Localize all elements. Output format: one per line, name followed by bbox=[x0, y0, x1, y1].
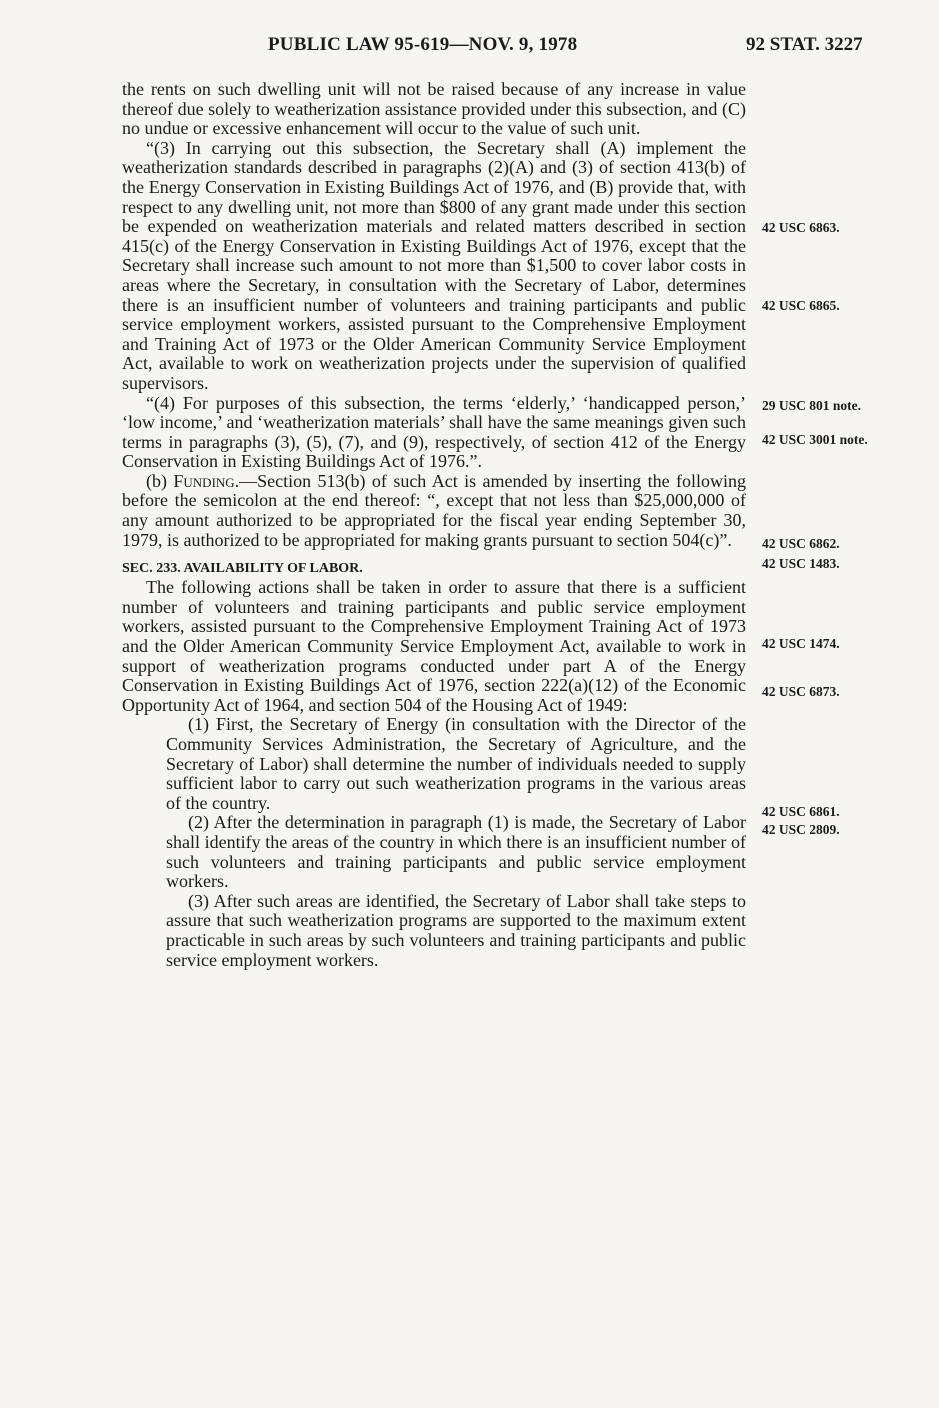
numbered-list bbox=[122, 715, 746, 970]
funding-text: —Section 513(b) of such Act is amended by inserting the following before the semicolon at the end thereof: “, except that not less than $25,000,000 of any amount authorized to be appropriated for the fiscal year ending September 30, 1979, is authorized to be appropriated for making grants pursuant to section 504(c)”. bbox=[122, 470, 746, 550]
list-item: (3) After such areas are identified, the Secretary of Labor shall take steps to assure that such weatherization programs are supported to the maximum extent practicable in such areas by such volunteers and training participants and public service employment workers. bbox=[166, 890, 746, 970]
body-text bbox=[122, 80, 746, 970]
page-header-title: PUBLIC LAW 95-619—NOV. 9, 1978 bbox=[268, 34, 578, 55]
margin-citation: 42 USC 1483. bbox=[762, 556, 840, 571]
list-item: (2) After the determination in paragraph (1) is made, the Secretary of Labor shall identify the areas of the country in which there is an insufficient number of such volunteers and training participants and public service employment workers. bbox=[166, 812, 746, 892]
paragraph-availability: The following actions shall be taken in order to assure that there is a sufficient number of volunteers and training participants and public service employment workers, assisted pursuant to the Comprehensive Employment Training Act of 1973 and the Older American Community Service Employment Act, available to work in support of weatherization programs conducted under part A of the Energy Conservation in Existing Buildings Act of 1976, section 222(a)(12) of the Economic Opportunity Act of 1964, and section 504 of the Housing Act of 1949: bbox=[122, 577, 746, 715]
margin-citation: 42 USC 6862. bbox=[762, 536, 840, 551]
page-header-stat: 92 STAT. 3227 bbox=[746, 34, 863, 55]
paragraph-4: “(4) For purposes of this subsection, the terms ‘elderly,’ ‘handicapped person,’ ‘low income,’ and ‘weatherization materials’ shall have the same meanings given such terms in paragraphs (3), (5), (7), and (9), respectively, of section 412 of the Energy Conservation in Existing Buildings Act of 1976.”. bbox=[122, 392, 746, 472]
margin-citation: 29 USC 801 note. bbox=[762, 398, 862, 413]
paragraph-funding bbox=[122, 472, 746, 550]
funding-prefix: (b) bbox=[146, 470, 174, 491]
margin-citation: 42 USC 3001 note. bbox=[762, 432, 868, 447]
paragraph-3: “(3) In carrying out this subsection, the Secretary shall (A) implement the weatherization standards described in paragraphs (2)(A) and (3) of section 413(b) of the Energy Conservation in Existing Buildings Act of 1976, and (B) provide that, with respect to any dwelling unit, not more than $800 of any grant made under this section be expended on weatherization materials and related matters described in section 415(c) of the Energy Conservation in Existing Buildings Act of 1976, except that the Secretary shall increase such amount to not more than $1,500 to cover labor costs in areas where the Secretary, in consultation with the Secretary of Labor, determines there is an insufficient number of volunteers and training participants and public service employment workers, assisted pursuant to the Comprehensive Employment and Training Act of 1973 or the Older American Community Service Employment Act, available to work on weatherization projects under the supervision of qualified supervisors. bbox=[122, 137, 746, 393]
margin-citation: 42 USC 6873. bbox=[762, 684, 840, 699]
section-heading: SEC. 233. AVAILABILITY OF LABOR. bbox=[122, 561, 363, 577]
margin-citation: 42 USC 6865. bbox=[762, 298, 840, 313]
margin-citation: 42 USC 6861. bbox=[762, 804, 840, 819]
paragraph-rents: the rents on such dwelling unit will not be raised because of any increase in value thereof due solely to weatherization assistance provided under this subsection, and (C) no undue or excessive enhancement will occur to the value of such unit. bbox=[122, 79, 746, 139]
funding-heading: Funding. bbox=[173, 470, 240, 491]
list-item: (1) First, the Secretary of Energy (in consultation with the Director of the Community Services Administration, the Secretary of Agriculture, and the Secretary of Labor) shall determine the number of individuals needed to supply sufficient labor to carry out such weatherization programs in the various areas of the country. bbox=[166, 714, 746, 813]
margin-citation: 42 USC 2809. bbox=[762, 822, 840, 837]
margin-citation: 42 USC 6863. bbox=[762, 220, 840, 235]
margin-citation: 42 USC 1474. bbox=[762, 636, 840, 651]
